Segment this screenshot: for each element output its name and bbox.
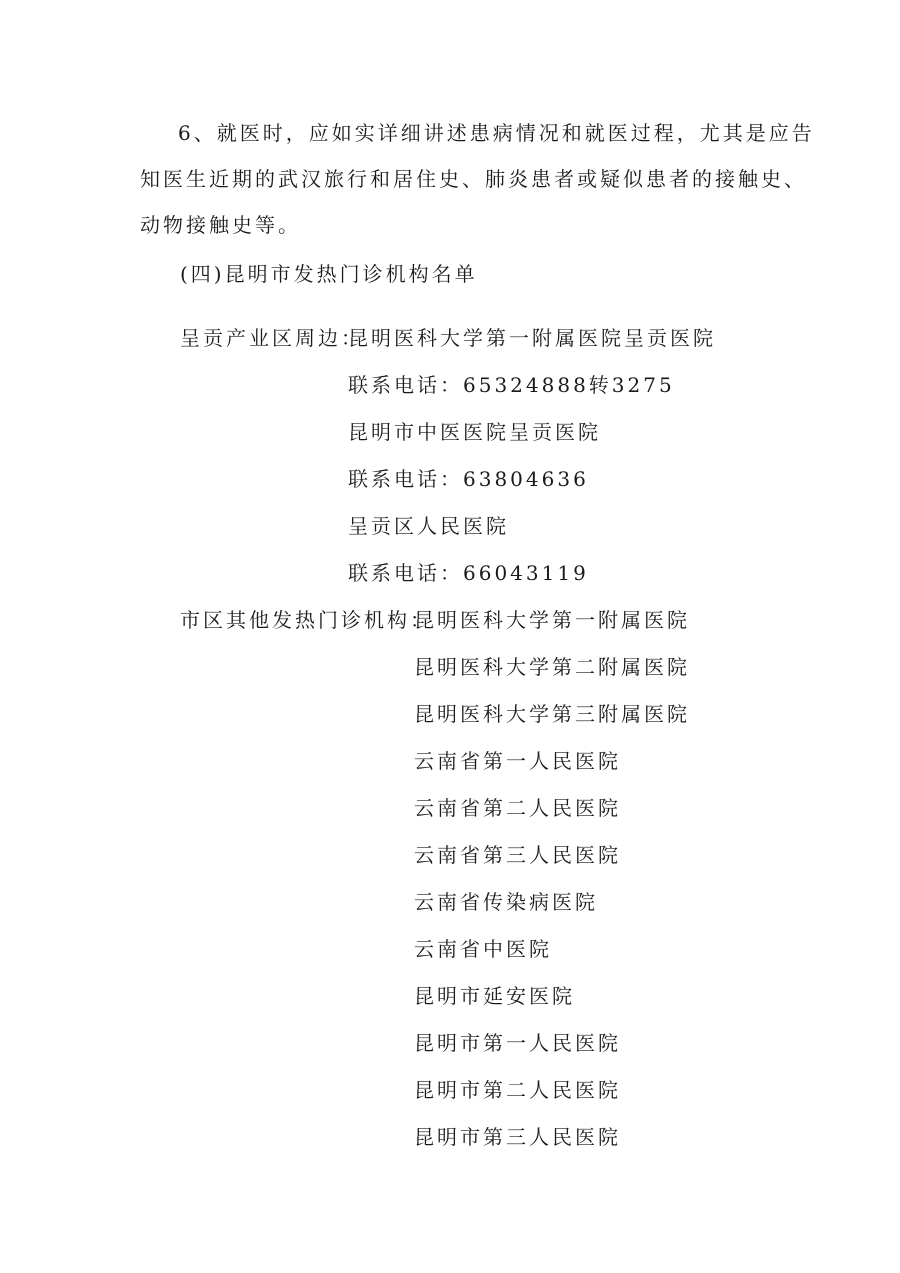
list-item: 昆明市第二人民医院 [414,1078,621,1102]
list-item: 云南省第一人民医院 [414,749,621,773]
paragraph-line: 6、就医时，应如实详细讲述患病情况和就医过程，尤其是应告 [178,121,815,145]
list-item: 昆明医科大学第一附属医院呈贡医院 [348,326,716,350]
list-item: 昆明医科大学第三附属医院 [414,702,690,726]
list-item: 云南省第二人民医院 [414,796,621,820]
list-item: 昆明市中医医院呈贡医院 [348,420,601,444]
list-item: 昆明市延安医院 [414,984,575,1008]
paragraph-line: 动物接触史等。 [140,213,301,237]
phone-line: 联系电话：66043119 [348,561,589,585]
list-item: 昆明医科大学第二附属医院 [414,655,690,679]
paragraph-line: 知医生近期的武汉旅行和居住史、肺炎患者或疑似患者的接触史、 [140,167,807,191]
list-item: 云南省第三人民医院 [414,843,621,867]
list-item: 呈贡区人民医院 [348,514,509,538]
section-heading: (四)昆明市发热门诊机构名单 [180,262,478,286]
phone-line: 联系电话：65324888转3275 [348,373,675,397]
list-item: 昆明市第一人民医院 [414,1031,621,1055]
phone-line: 联系电话：63804636 [348,467,589,491]
item-6-paragraph [140,110,815,248]
list-item: 昆明市第三人民医院 [414,1125,621,1149]
city-label: 市区其他发热门诊机构： [180,608,433,632]
chenggong-label: 呈贡产业区周边： [180,326,364,350]
list-item: 云南省中医院 [414,937,552,961]
list-item: 昆明医科大学第一附属医院 [414,608,690,632]
list-item: 云南省传染病医院 [414,890,598,914]
